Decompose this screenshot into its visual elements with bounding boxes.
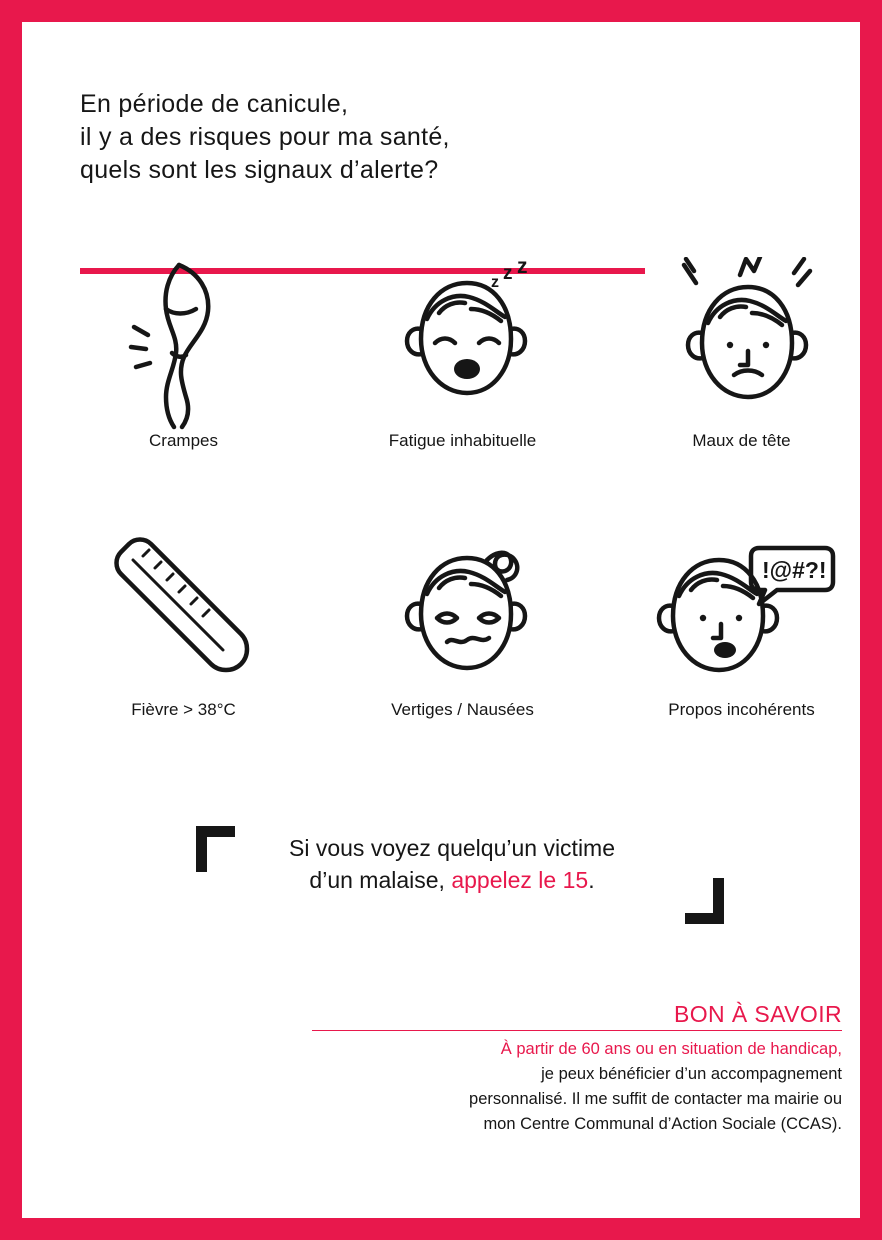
good-to-know-title: BON À SAVOIR xyxy=(674,1001,842,1027)
call-15-highlight: appelez le 15 xyxy=(451,867,589,893)
leg-cramp-icon xyxy=(124,252,244,437)
good-to-know-line-1-highlight: À partir de 60 ans ou en situation de handicap xyxy=(500,1040,838,1058)
callout-line-2-pre: d’un malaise, xyxy=(309,867,452,893)
page-title-line-3: quels sont les signaux d’alerte? xyxy=(80,156,439,184)
svg-text:z: z xyxy=(490,274,499,291)
symptom-item-fievre xyxy=(44,521,323,720)
good-to-know-body xyxy=(312,1037,842,1137)
good-to-know-line-4: mon Centre Communal d’Action Sociale (CCAS). xyxy=(483,1115,842,1133)
svg-text:!@#?!: !@#?! xyxy=(761,557,827,583)
symptom-item-propos-incoherents xyxy=(602,521,881,720)
symptom-label: Crampes xyxy=(149,431,218,450)
symptom-item-maux-de-tete xyxy=(602,252,881,451)
symptom-item-vertiges xyxy=(323,521,602,720)
symptom-label: Vertiges / Nausées xyxy=(391,700,534,719)
callout-line-2-post: . xyxy=(588,867,595,893)
dizzy-face-icon xyxy=(383,521,543,706)
emergency-callout xyxy=(172,812,732,937)
svg-text:z: z xyxy=(502,263,512,284)
good-to-know-line-2: je peux bénéficier d’un accompagnement xyxy=(541,1065,842,1083)
good-to-know-line-1 xyxy=(312,1037,842,1062)
symptom-label: Fièvre > 38°C xyxy=(131,700,236,719)
emergency-callout-text xyxy=(172,832,732,896)
poster-sheet xyxy=(22,22,860,1218)
headache-face-icon xyxy=(662,252,822,437)
symptom-row-1 xyxy=(44,252,882,451)
thermometer-icon xyxy=(99,521,269,706)
callout-line-2 xyxy=(172,864,732,896)
symptom-label: Fatigue inhabituelle xyxy=(388,431,537,450)
page-title-line-2: il y a des risques pour ma santé, xyxy=(80,123,450,151)
symptom-item-fatigue xyxy=(323,252,602,451)
symptom-grid xyxy=(44,252,882,720)
good-to-know-line-1-rest: , xyxy=(837,1040,842,1058)
symptom-row-2 xyxy=(44,521,882,720)
symptom-item-crampes xyxy=(44,252,323,451)
page-title xyxy=(80,88,700,187)
page-title-line-1: En période de canicule, xyxy=(80,90,349,118)
good-to-know-block xyxy=(312,1000,842,1137)
symptom-label: Maux de tête xyxy=(692,431,791,450)
good-to-know-line-3: personnalisé. Il me suffit de contacter ma mairie ou xyxy=(469,1090,842,1108)
callout-line-1: Si vous voyez quelqu’un victime xyxy=(289,835,615,861)
incoherent-speech-face-icon xyxy=(647,521,837,706)
svg-text:z: z xyxy=(516,257,527,278)
symptom-label: Propos incohérents xyxy=(668,700,815,719)
good-to-know-divider xyxy=(312,1030,842,1031)
sleepy-face-zzz-icon xyxy=(383,252,543,437)
